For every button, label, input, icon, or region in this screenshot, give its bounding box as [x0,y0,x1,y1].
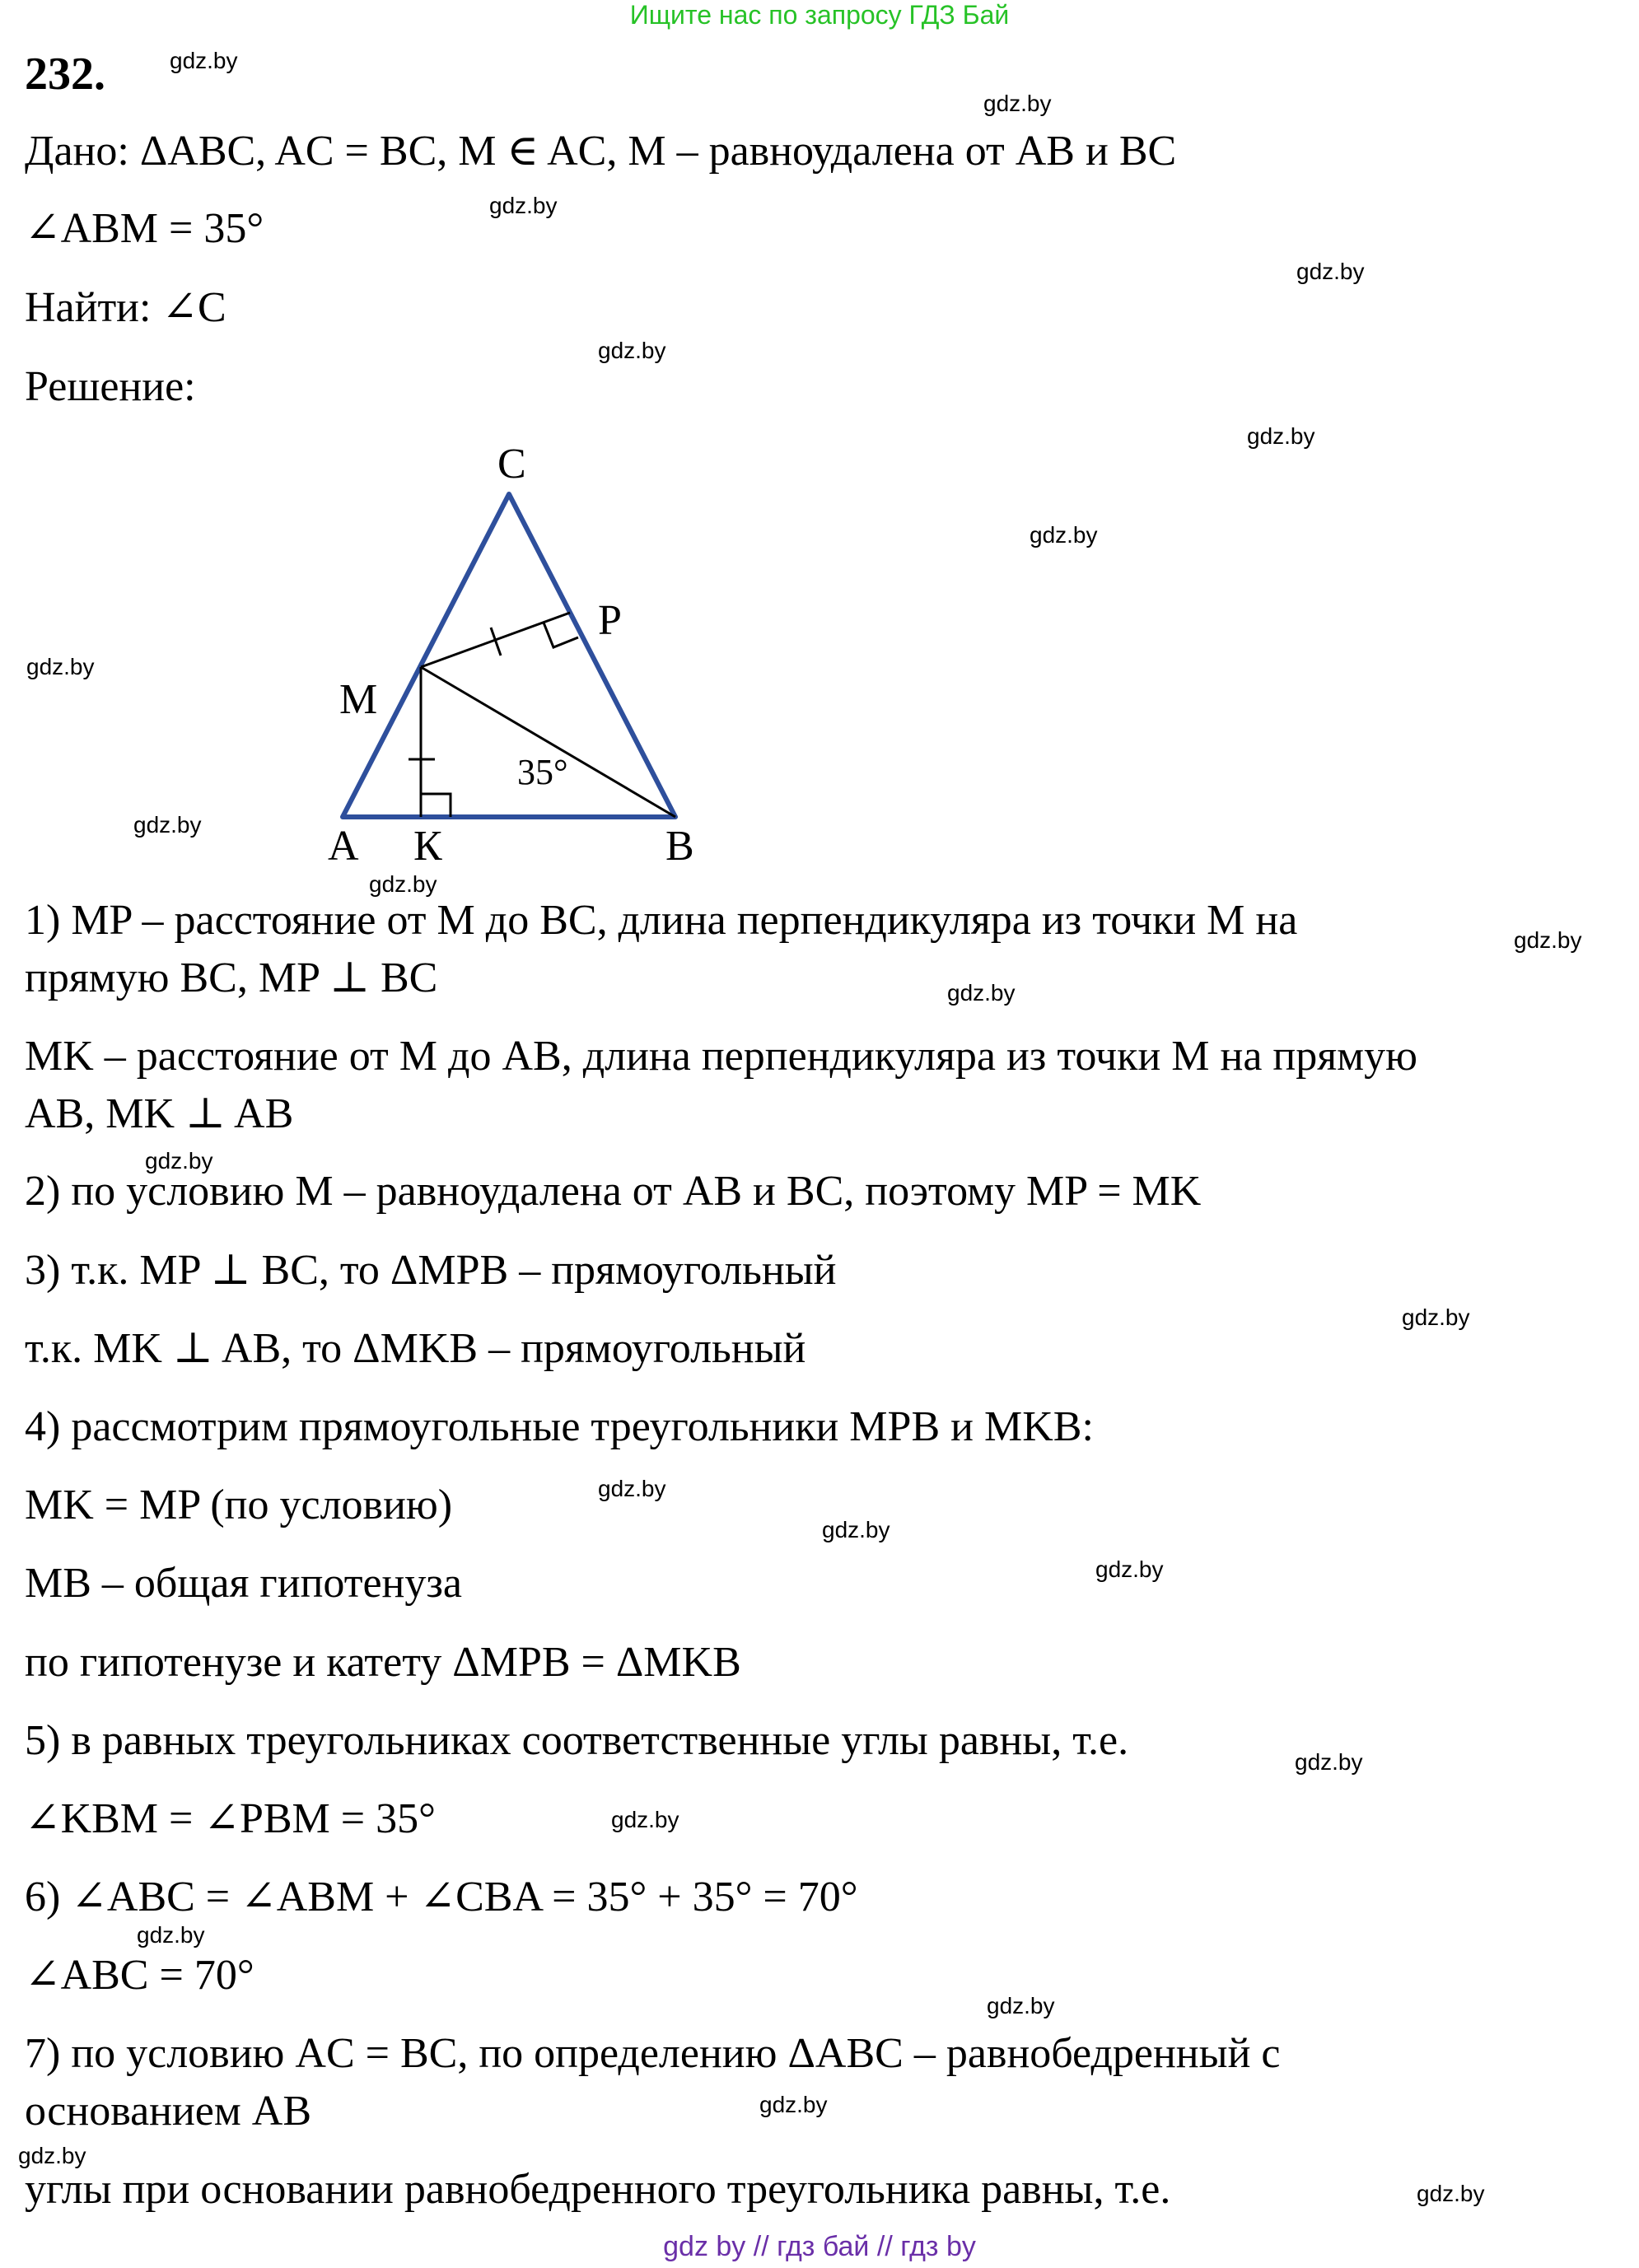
watermark: gdz.by [598,338,666,363]
solution-line-7: т.к. MK ⊥ AB, то ΔMKB – прямоугольный [25,1325,806,1372]
watermark: gdz.by [369,871,437,897]
label-m: M [339,676,378,723]
right-angle-p [544,623,578,647]
watermark: gdz.by [133,812,202,838]
find-line: Найти: ∠C [25,284,226,331]
right-angle-k [421,794,451,817]
label-a: A [328,823,359,870]
problem-number: 232. [25,49,105,100]
watermark: gdz.by [137,1922,205,1948]
watermark: gdz.by [822,1517,890,1542]
watermark: gdz.by [170,48,238,73]
watermark: gdz.by [18,2143,86,2168]
label-p: P [598,597,622,644]
solution-line-5: 2) по условию M – равноудалена от AB и BC, поэтому MP = MK [25,1168,1202,1215]
angle-label: 35° [517,752,568,792]
watermark: gdz.by [145,1148,213,1174]
solution-line-1: 1) MP – расстояние от M до BC, длина перпендикуляра из точки M на [25,897,1298,944]
watermark: gdz.by [983,91,1052,116]
solution-line-11: по гипотенузе и катету ΔMPB = ΔMKB [25,1639,741,1686]
watermark: gdz.by [947,980,1016,1006]
watermark: gdz.by [1095,1556,1164,1582]
watermark: gdz.by [1296,259,1365,284]
watermark: gdz.by [1030,522,1098,548]
watermark: gdz.by [1402,1304,1470,1330]
watermark: gdz.by [1295,1749,1363,1775]
solution-heading: Решение: [25,363,196,410]
watermark: gdz.by [598,1476,666,1501]
top-banner: Ищите нас по запросу ГДЗ Бай [629,0,1010,30]
watermark: gdz.by [489,193,558,218]
solution-line-6: 3) т.к. MP ⊥ BC, то ΔMPB – прямоугольный [25,1247,837,1294]
solution-line-8: 4) рассмотрим прямоугольные треугольники MPB и MKB: [25,1403,1094,1450]
triangle-figure [0,0,1639,906]
solution-line-15: ∠ABC = 70° [25,1952,254,1999]
solution-line-13: ∠KBM = ∠PBM = 35° [25,1795,436,1842]
solution-line-18: углы при основании равнобедренного треугольника равны, т.е. [25,2166,1171,2213]
solution-line-14: 6) ∠ABC = ∠ABM + ∠CBA = 35° + 35° = 70° [25,1874,858,1920]
watermark: gdz.by [759,2092,828,2117]
solution-line-10: MB – общая гипотенуза [25,1560,462,1607]
watermark: gdz.by [1247,423,1315,449]
given-line-1: Дано: ΔABC, AC = BC, M ∈ AC, M – равноудалена от AB и BC [25,128,1177,175]
triangle-abc [343,494,675,817]
label-k: К [413,823,442,870]
solution-line-9: MK = MP (по условию) [25,1482,453,1528]
solution-line-2: прямую BC, MP ⊥ BC [25,954,438,1001]
solution-line-17: основанием AB [25,2088,312,2135]
watermark: gdz.by [1514,927,1582,953]
watermark: gdz.by [611,1807,679,1832]
watermark: gdz.by [26,654,95,679]
solution-line-12: 5) в равных треугольниках соответственные углы равны, т.е. [25,1717,1129,1764]
label-b: B [665,823,694,870]
watermark: gdz.by [1417,2181,1485,2206]
solution-line-16: 7) по условию AC = BC, по определению ΔABC – равнобедренный с [25,2030,1281,2077]
solution-line-4: AB, MK ⊥ AB [25,1090,294,1137]
watermark: gdz.by [987,1993,1055,2018]
given-line-2: ∠ABM = 35° [25,205,264,252]
label-c: C [497,441,526,488]
solution-line-3: MK – расстояние от M до AB, длина перпендикуляра из точки M на прямую [25,1033,1417,1080]
bottom-banner[interactable]: gdz by // гдз бай // гдз by [663,2231,976,2262]
